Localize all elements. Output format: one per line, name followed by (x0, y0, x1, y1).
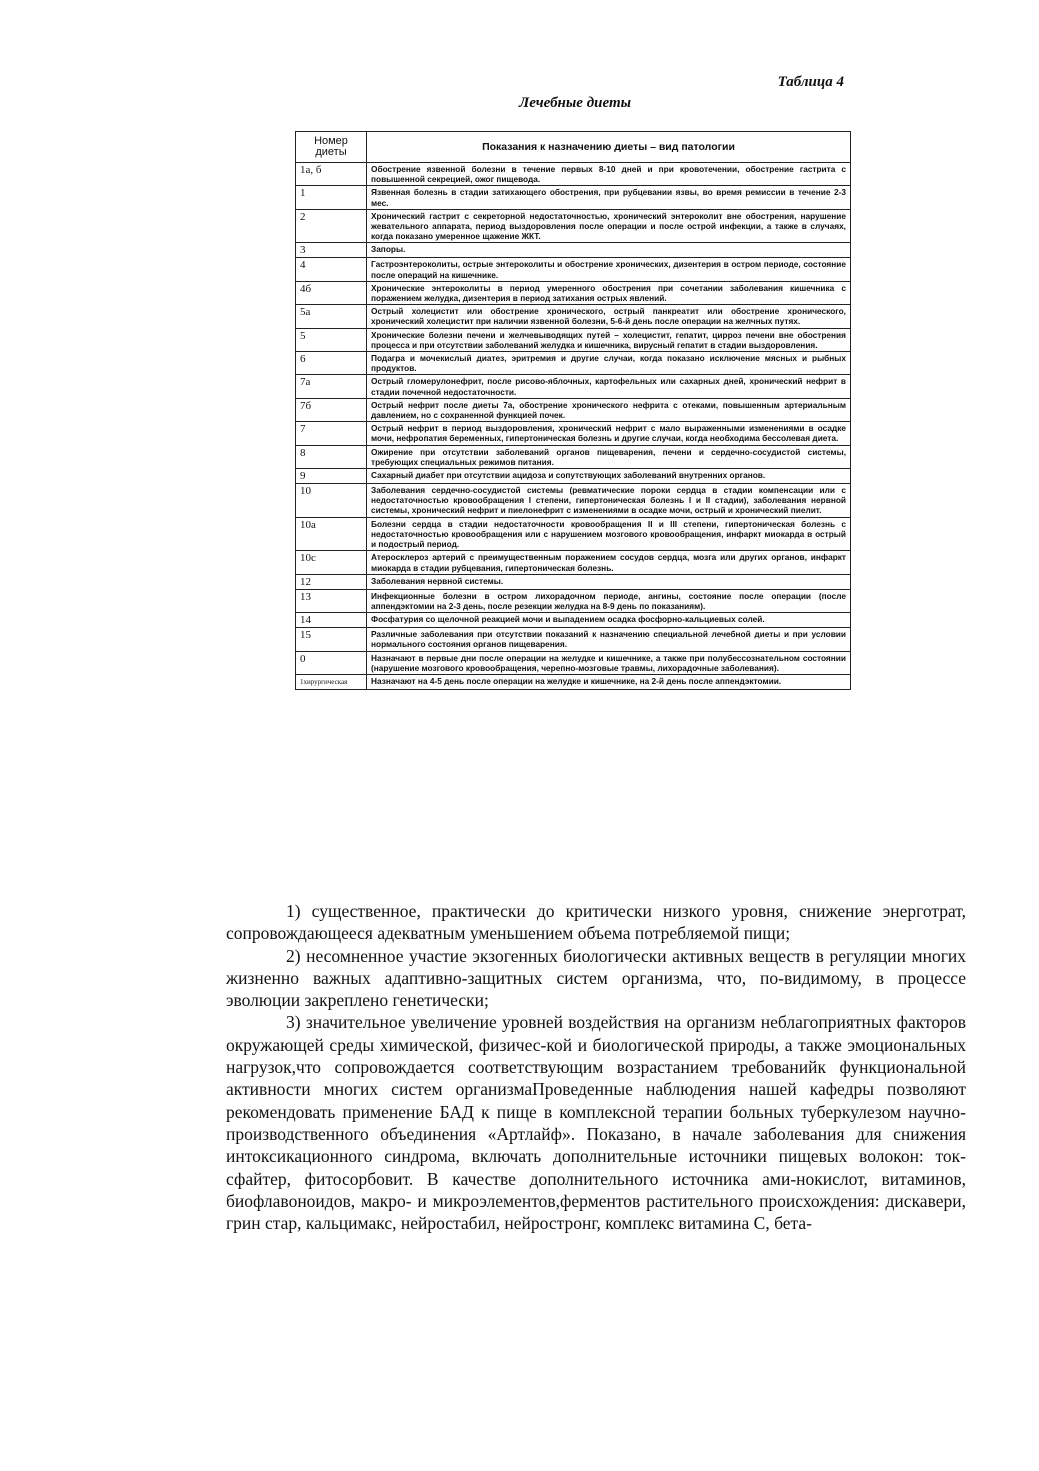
indication-cell: Острый нефрит после диеты 7а, обострение хронического нефрита с отеками, повышенным артериальным давлением, но с сохраненной функцией почек. (367, 398, 851, 421)
table-row (296, 551, 851, 574)
table-row (296, 281, 851, 304)
indication-cell: Заболевания сердечно-сосудистой системы (ревматические пороки сердца в стадии компенсации или с недостаточностью кровообращения I степени, гипертоническая болезнь I и II стадии), заболевания нервной системы, хронический нефрит и пиелонефрит с изменениями в осадке мочи, острый и хронический пиелит. (367, 484, 851, 518)
diet-number-cell: 6 (296, 352, 367, 375)
table-caption: Таблица 4 (777, 74, 844, 90)
table-row (296, 243, 851, 258)
table-row (296, 398, 851, 421)
indication-cell: Язвенная болезнь в стадии затихающего обострения, при рубцевании язвы, во время ремиссии в течение 2-3 мес. (367, 186, 851, 209)
diet-number-cell: 4 (296, 258, 367, 281)
indication-cell: Гастроэнтероколиты, острые энтероколиты и обострение хронических, дизентерия в остром периоде, состояние после операций на кишечнике. (367, 258, 851, 281)
diet-number-cell: 10а (296, 517, 367, 551)
diet-number-cell: 2 (296, 209, 367, 243)
table-row (296, 484, 851, 518)
diet-number-cell: 4б (296, 281, 367, 304)
indication-cell: Назначают в первые дни после операции на желудке и кишечнике, а также при полубессознательном состоянии (нарушение мозгового кровообращения, черепно-мозговые травмы, лихорадочные заболевания). (367, 651, 851, 674)
indication-cell: Различные заболевания при отсутствии показаний к назначению специальной лечебной диеты и при условии нормального состояния органов пищеварения. (367, 628, 851, 651)
indication-cell: Острый холецистит или обострение хронического, острый панкреатит или обострение хронического, хронический холецистит при наличии язвенной болезни, 5-6-й день после операции на желчных путях. (367, 305, 851, 328)
indication-cell: Подагра и мочекислый диатез, эритремия и другие случаи, когда показано исключение мясных и рыбных продуктов. (367, 352, 851, 375)
diet-number-cell: 0 (296, 651, 367, 674)
paragraph-3: 3) значительное увеличение уровней воздействия на организм неблагоприятных факторов окружающей среды химической, физичес-кой и биологической природы, а также эмоциональных нагрузок,что сопровождается соответствующим возрастанием требованийк функциональной активности многих систем организмаПроведенные наблюдения нашей кафедры позволяют рекомендовать применение БАД к пище в комплексной терапии больных туберкулезом научно-производственного объединения «Артлайф». Показано, в начале заболевания для снижения интоксикационного синдрома, включать дополнительные источники пищевых волокон: ток-сфайтер, фитосорбовит. В качестве дополнительного источника ами-нокислот, витаминов, биофлавоноидов, макро- и микроэлементов,ферментов растительного происхождения: дискавери, грин стар, кальцимакс, нейростабил, нейростронг, комплекс витамина С, бета- (226, 1012, 966, 1234)
table-row (296, 628, 851, 651)
indication-cell: Обострение язвенной болезни в течение первых 8-10 дней и при кровотечении, обострение гастрита с повышенной секрецией, ожог пищевода. (367, 163, 851, 186)
table-row (296, 469, 851, 484)
diet-number-cell: 15 (296, 628, 367, 651)
table-row (296, 209, 851, 243)
table-row (296, 163, 851, 186)
diet-number-cell: 1 (296, 186, 367, 209)
diet-number-cell: 10 (296, 484, 367, 518)
indication-cell: Заболевания нервной системы. (367, 574, 851, 589)
indication-cell: Хронический гастрит с секреторной недостаточностью, хронический энтероколит вне обострения, нарушение жевательного аппарата, период выздоровления после операции и после острой инфекции, а также в случаях, когда показано умеренное щажение ЖКТ. (367, 209, 851, 243)
indication-cell: Назначают на 4-5 день после операции на желудке и кишечнике, на 2-й день после аппендэктомии. (367, 674, 851, 689)
table-row (296, 589, 851, 612)
diet-number-cell: 13 (296, 589, 367, 612)
table-row (296, 328, 851, 351)
indication-cell: Хронические болезни печени и желчевыводящих путей – холецистит, гепатит, цирроз печени вне обострения процесса и при отсутствии заболеваний желудка и кишечника, вирусный гепатит в стадии выздоровления. (367, 328, 851, 351)
table-row (296, 674, 851, 689)
table-row (296, 517, 851, 551)
diet-number-cell: 14 (296, 613, 367, 628)
table-row (296, 305, 851, 328)
indication-cell: Острый гломерулонефрит, после рисово-яблочных, картофельных или сахарных дней, хронический нефрит в стадии почечной недостаточности. (367, 375, 851, 398)
table-row (296, 375, 851, 398)
diet-number-cell: 7а (296, 375, 367, 398)
diet-number-cell: 9 (296, 469, 367, 484)
indication-cell: Запоры. (367, 243, 851, 258)
indication-cell: Сахарный диабет при отсутствии ацидоза и сопутствующих заболеваний внутренних органов. (367, 469, 851, 484)
indication-cell: Острый нефрит в период выздоровления, хронический нефрит с мало выраженными изменениями в осадке мочи, нефропатия беременных, гипертоническая болезнь и другие случаи, когда необходима бессолевая диета. (367, 422, 851, 445)
diet-number-cell: 3 (296, 243, 367, 258)
table-title: Лечебные диеты (518, 95, 632, 111)
indication-cell: Хронические энтероколиты в период умеренного обострения при сочетании заболевания кишечника с поражением желудка, дизентерия в период затихания острых явлений. (367, 281, 851, 304)
diet-number-cell: 1хирургическая (296, 674, 367, 689)
body-text (226, 900, 966, 1234)
diet-number-cell: 12 (296, 574, 367, 589)
table-row (296, 574, 851, 589)
header-diet-number: Номер диеты (296, 132, 367, 163)
indication-cell: Ожирение при отсутствии заболеваний органов пищеварения, печени и сердечно-сосудистой системы, требующих специальных режимов питания. (367, 445, 851, 468)
diet-number-cell: 8 (296, 445, 367, 468)
indication-cell: Атеросклероз артерий с преимущественным поражением сосудов сердца, мозга или других органов, инфаркт миокарда в стадии рубцевания, гипертоническая болезнь. (367, 551, 851, 574)
diet-number-cell: 1а, б (296, 163, 367, 186)
table-row (296, 186, 851, 209)
table-header-row (296, 132, 851, 163)
table-row (296, 422, 851, 445)
indication-cell: Болезни сердца в стадии недостаточности кровообращения II и III степени, гипертоническая болезнь с недостаточностью кровообращения или с нарушением мозгового кровообращения, инфаркт миокарда в острый и подострый период. (367, 517, 851, 551)
diet-number-cell: 5а (296, 305, 367, 328)
table-row (296, 258, 851, 281)
diets-table (295, 131, 851, 690)
table-body (296, 163, 851, 690)
diet-number-cell: 10с (296, 551, 367, 574)
table-row (296, 352, 851, 375)
header-indications: Показания к назначению диеты – вид патологии (367, 132, 851, 163)
paragraph-1: 1) существенное, практически до критически низкого уровня, снижение энерготрат, сопровождающееся адекватным уменьшением объема потребляемой пищи; (226, 901, 966, 944)
table-row (296, 445, 851, 468)
diet-number-cell: 7б (296, 398, 367, 421)
paragraph-2: 2) несомненное участие экзогенных биологически активных веществ в регуляции многих жизненно важных адаптивно-защитных систем организма, что, по-видимому, в процессе эволюции закреплено генетически; (226, 945, 966, 1011)
table-row (296, 613, 851, 628)
indication-cell: Инфекционные болезни в остром лихорадочном периоде, ангины, состояние после операции (после аппендэктомии на 2-3 день, после резекции желудка на 8-9 день по показаниям). (367, 589, 851, 612)
diet-number-cell: 7 (296, 422, 367, 445)
indication-cell: Фосфатурия со щелочной реакцией мочи и выпадением осадка фосфорно-кальциевых солей. (367, 613, 851, 628)
table-row (296, 651, 851, 674)
diet-number-cell: 5 (296, 328, 367, 351)
